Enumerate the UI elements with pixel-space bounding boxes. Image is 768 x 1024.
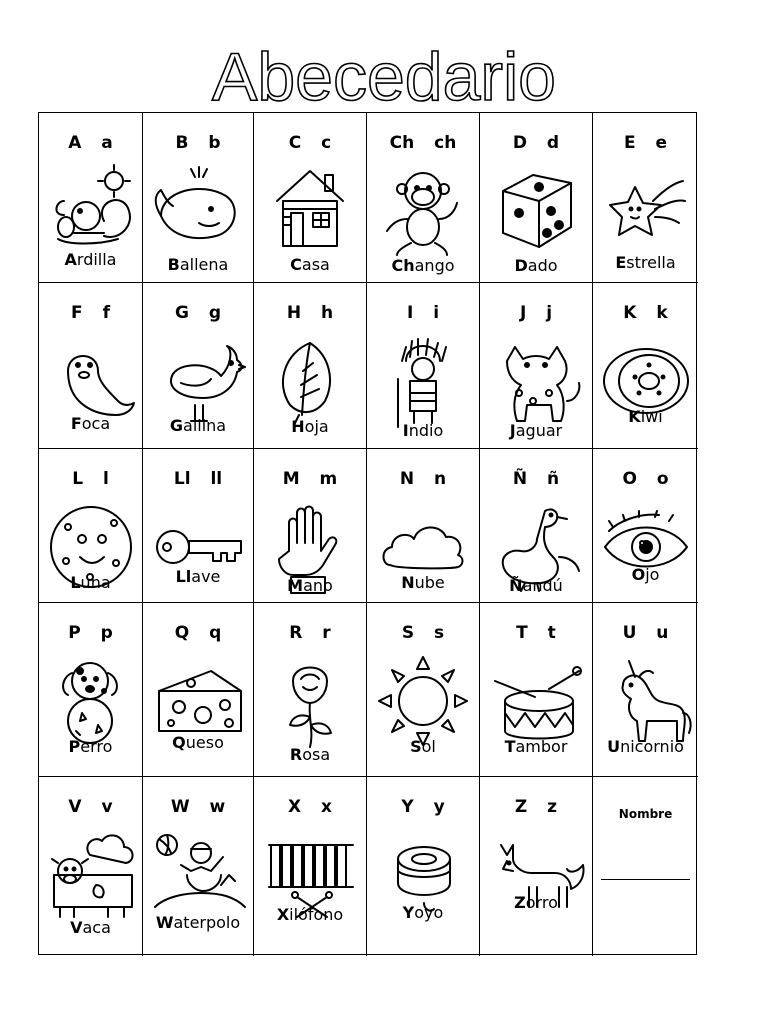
word-initial: A bbox=[64, 250, 77, 269]
word-initial: H bbox=[291, 417, 305, 436]
letter-pair: M m bbox=[282, 469, 338, 489]
letter-cell-15 bbox=[367, 449, 480, 603]
cow-icon bbox=[44, 825, 138, 923]
word-initial: O bbox=[631, 565, 646, 584]
sun-icon bbox=[376, 651, 470, 749]
letter-cell-8 bbox=[254, 283, 367, 449]
letter-pair: Ch ch bbox=[389, 133, 457, 153]
word-rest: orro bbox=[525, 893, 558, 912]
letter-cell-12 bbox=[39, 449, 143, 603]
word-rest: ueso bbox=[185, 733, 224, 752]
word-rest: ndio bbox=[408, 421, 444, 440]
word-label bbox=[39, 414, 142, 433]
jaguar-icon bbox=[489, 331, 583, 429]
leaf-icon bbox=[263, 331, 357, 429]
word-label bbox=[39, 737, 142, 756]
word-label bbox=[254, 576, 366, 595]
word-initial: R bbox=[289, 745, 303, 764]
word-initial: L bbox=[70, 573, 81, 592]
letter-cell-11 bbox=[593, 283, 698, 449]
letter-pair: C c bbox=[288, 133, 332, 153]
whale-icon bbox=[151, 161, 245, 259]
word-label bbox=[39, 250, 142, 269]
word-label bbox=[39, 918, 142, 937]
word-rest: ambor bbox=[515, 737, 568, 756]
hen-icon bbox=[151, 331, 245, 429]
letter-cell-0 bbox=[39, 113, 143, 283]
word-rest: ilófono bbox=[289, 905, 344, 924]
word-initial: T bbox=[504, 737, 516, 756]
letter-pair: L l bbox=[72, 469, 109, 489]
word-rest: jo bbox=[645, 565, 660, 584]
word-rest: una bbox=[80, 573, 111, 592]
word-rest: iwi bbox=[640, 407, 663, 426]
letter-cell-23 bbox=[593, 603, 698, 777]
letter-cell-19 bbox=[143, 603, 254, 777]
letter-pair: Z z bbox=[514, 797, 558, 817]
word-initial: F bbox=[70, 414, 82, 433]
word-initial: I bbox=[402, 421, 409, 440]
letter-pair: B b bbox=[175, 133, 221, 153]
title-text: Abecedario bbox=[211, 39, 557, 115]
letter-cell-20 bbox=[254, 603, 367, 777]
word-label bbox=[254, 417, 366, 436]
word-initial: U bbox=[607, 737, 621, 756]
letter-cell-3 bbox=[367, 113, 480, 283]
word-initial: J bbox=[509, 421, 516, 440]
word-rest: nicornio bbox=[620, 737, 684, 756]
letter-cell-25 bbox=[143, 777, 254, 956]
word-rest: rdilla bbox=[76, 250, 117, 269]
indian-icon bbox=[376, 331, 470, 429]
word-label bbox=[367, 573, 479, 592]
letter-pair: P p bbox=[68, 623, 113, 643]
word-label bbox=[143, 567, 253, 586]
word-label bbox=[480, 576, 592, 595]
word-initial: Q bbox=[172, 733, 186, 752]
word-label bbox=[39, 573, 142, 592]
word-rest: aguar bbox=[515, 421, 563, 440]
word-rest: allena bbox=[179, 255, 229, 274]
letter-pair: N n bbox=[399, 469, 447, 489]
letter-pair: W w bbox=[170, 797, 226, 817]
word-initial: X bbox=[276, 905, 290, 924]
letter-cell-5 bbox=[593, 113, 698, 283]
letter-cell-16 bbox=[480, 449, 593, 603]
name-write-line[interactable] bbox=[601, 879, 690, 880]
word-label bbox=[367, 903, 479, 922]
word-rest: ube bbox=[414, 573, 445, 592]
word-label bbox=[143, 255, 253, 274]
word-label bbox=[593, 737, 698, 756]
word-initial: C bbox=[290, 255, 302, 274]
word-initial: G bbox=[169, 416, 184, 435]
word-initial: Ll bbox=[175, 567, 192, 586]
letter-pair: T t bbox=[516, 623, 556, 643]
word-label bbox=[143, 733, 253, 752]
word-label bbox=[367, 421, 479, 440]
word-initial: S bbox=[410, 737, 422, 756]
word-rest: ano bbox=[303, 576, 333, 595]
word-initial: Ñ bbox=[509, 576, 523, 595]
word-initial: W bbox=[155, 913, 174, 932]
word-initial: E bbox=[615, 253, 627, 272]
word-label bbox=[480, 421, 592, 440]
letter-cell-10 bbox=[480, 283, 593, 449]
rose-icon bbox=[263, 651, 357, 749]
word-rest: aca bbox=[82, 918, 111, 937]
letter-cell-27 bbox=[367, 777, 480, 956]
word-label bbox=[254, 745, 366, 764]
word-label bbox=[367, 737, 479, 756]
star-icon bbox=[599, 161, 693, 259]
letter-cell-4 bbox=[480, 113, 593, 283]
letter-pair: D d bbox=[512, 133, 560, 153]
word-initial: D bbox=[514, 256, 528, 275]
word-initial: N bbox=[401, 573, 415, 592]
word-rest: oja bbox=[304, 417, 329, 436]
letter-pair: K k bbox=[623, 303, 668, 323]
letter-cell-22 bbox=[480, 603, 593, 777]
letter-pair: U u bbox=[622, 623, 669, 643]
title-outline bbox=[211, 36, 557, 115]
letter-cell-7 bbox=[143, 283, 254, 449]
word-rest: osa bbox=[302, 745, 331, 764]
letter-pair: J j bbox=[519, 303, 553, 323]
house-icon bbox=[263, 161, 357, 259]
word-initial: V bbox=[70, 918, 83, 937]
name-cell bbox=[593, 777, 698, 956]
word-initial: P bbox=[68, 737, 81, 756]
letter-pair: R r bbox=[289, 623, 331, 643]
word-label bbox=[593, 565, 698, 584]
letter-pair: H h bbox=[286, 303, 334, 323]
letter-pair: Y y bbox=[401, 797, 445, 817]
letter-pair: A a bbox=[68, 133, 113, 153]
letter-cell-18 bbox=[39, 603, 143, 777]
word-rest: ado bbox=[527, 256, 558, 275]
letter-pair: Ll ll bbox=[173, 469, 223, 489]
letter-cell-2 bbox=[254, 113, 367, 283]
letter-cell-17 bbox=[593, 449, 698, 603]
letter-pair: G g bbox=[174, 303, 222, 323]
puppy-icon bbox=[44, 651, 138, 749]
letter-pair: Ñ ñ bbox=[512, 469, 560, 489]
letter-pair: F f bbox=[71, 303, 110, 323]
page-title bbox=[0, 36, 768, 115]
letter-pair: Q q bbox=[174, 623, 222, 643]
waterpolo-icon bbox=[151, 825, 245, 923]
dice-icon bbox=[489, 161, 583, 259]
word-rest: andú bbox=[522, 576, 563, 595]
drum-icon bbox=[489, 651, 583, 749]
word-rest: oyo bbox=[414, 903, 444, 922]
word-label bbox=[254, 255, 366, 274]
letter-cell-24 bbox=[39, 777, 143, 956]
letter-pair: S s bbox=[401, 623, 445, 643]
word-rest: asa bbox=[301, 255, 330, 274]
alphabet-grid bbox=[38, 112, 697, 955]
word-initial: Ch bbox=[391, 256, 415, 275]
letter-cell-21 bbox=[367, 603, 480, 777]
word-rest: allina bbox=[183, 416, 227, 435]
unicorn-icon bbox=[599, 651, 693, 749]
word-label bbox=[593, 407, 698, 426]
word-label bbox=[480, 737, 592, 756]
letter-cell-6 bbox=[39, 283, 143, 449]
letter-pair: I i bbox=[406, 303, 440, 323]
word-rest: strella bbox=[626, 253, 676, 272]
letter-cell-9 bbox=[367, 283, 480, 449]
word-rest: erro bbox=[80, 737, 113, 756]
word-rest: oca bbox=[81, 414, 111, 433]
word-initial: Z bbox=[514, 893, 526, 912]
word-label bbox=[143, 913, 253, 932]
letter-cell-26 bbox=[254, 777, 367, 956]
squirrel-icon bbox=[44, 161, 138, 259]
word-rest: ango bbox=[414, 256, 455, 275]
letter-cell-14 bbox=[254, 449, 367, 603]
letter-pair: V v bbox=[68, 797, 113, 817]
word-rest: ol bbox=[421, 737, 436, 756]
letter-cell-28 bbox=[480, 777, 593, 956]
word-label bbox=[480, 256, 592, 275]
letter-cell-13 bbox=[143, 449, 254, 603]
word-label bbox=[143, 416, 253, 435]
word-rest: ave bbox=[191, 567, 221, 586]
word-label bbox=[367, 256, 479, 275]
letter-pair: O o bbox=[622, 469, 669, 489]
word-initial: K bbox=[628, 407, 641, 426]
word-label bbox=[254, 905, 366, 924]
word-label bbox=[593, 253, 698, 272]
name-label: Nombre bbox=[618, 807, 673, 821]
word-initial: M bbox=[287, 576, 304, 595]
word-label bbox=[480, 893, 592, 912]
word-rest: aterpolo bbox=[173, 913, 241, 932]
monkey-icon bbox=[376, 161, 470, 259]
word-initial: B bbox=[167, 255, 180, 274]
word-initial: Y bbox=[402, 903, 415, 922]
letter-cell-1 bbox=[143, 113, 254, 283]
letter-pair: X x bbox=[288, 797, 332, 817]
letter-pair: E e bbox=[623, 133, 668, 153]
